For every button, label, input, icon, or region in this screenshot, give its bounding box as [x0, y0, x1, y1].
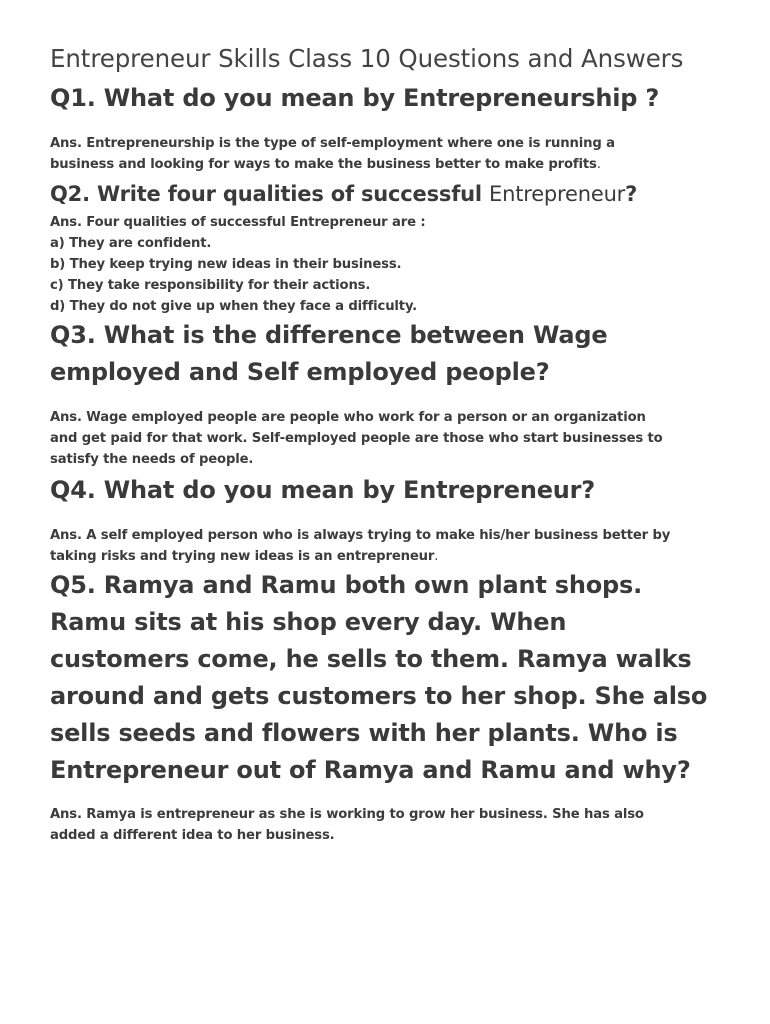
answer-line-text: business and looking for ways to make the business better to make profits — [50, 157, 597, 172]
answer-line: b) They keep trying new ideas in their business. — [50, 257, 402, 272]
question-line: employed and Self employed people? — [50, 358, 550, 386]
answer-line: satisfy the needs of people. — [50, 452, 254, 467]
question-line: around and gets customers to her shop. She also — [50, 682, 708, 710]
question-2 — [50, 179, 740, 209]
answer-line — [50, 546, 740, 567]
question-5 — [50, 567, 740, 789]
answer-1 — [50, 133, 740, 175]
answer-line: Ans. A self employed person who is always trying to make his/her business better by — [50, 528, 671, 543]
answer-line — [50, 154, 740, 175]
answer-line: a) They are confident. — [50, 236, 212, 251]
question-line: sells seeds and flowers with her plants. Who is — [50, 719, 678, 747]
question-2-mark: ? — [625, 182, 638, 206]
question-line: Entrepreneur out of Ramya and Ramu and why? — [50, 756, 691, 784]
answer-line: Ans. Wage employed people are people who work for a person or an organization — [50, 410, 646, 425]
answer-line: added a different idea to her business. — [50, 828, 335, 843]
answer-line: Ans. Entrepreneurship is the type of self-employment where one is running a — [50, 136, 615, 151]
document-title: Entrepreneur Skills Class 10 Questions and Answers — [50, 44, 684, 73]
question-line: Q5. Ramya and Ramu both own plant shops. — [50, 571, 643, 599]
question-3 — [50, 317, 740, 391]
question-4: Q4. What do you mean by Entrepreneur? — [50, 476, 596, 504]
question-1: Q1. What do you mean by Entrepreneurship ? — [50, 84, 660, 112]
answer-line-text: taking risks and trying new ideas is an entrepreneur — [50, 549, 435, 564]
question-line: customers come, he sells to them. Ramya walks — [50, 645, 692, 673]
answer-line-end: . — [596, 157, 601, 172]
answer-line-end: . — [434, 549, 439, 564]
answer-line: c) They take responsibility for their actions. — [50, 278, 371, 293]
question-line: Q3. What is the difference between Wage — [50, 321, 608, 349]
answer-line: d) They do not give up when they face a difficulty. — [50, 299, 418, 314]
question-2-plain: Entrepreneur — [489, 182, 626, 206]
answer-line: Ans. Four qualities of successful Entrepreneur are : — [50, 215, 426, 230]
question-2-bold: Write four qualities of successful — [96, 182, 482, 206]
answer-5 — [50, 804, 740, 846]
answer-2 — [50, 212, 740, 317]
question-line: Ramu sits at his shop every day. When — [50, 608, 567, 636]
answer-line: and get paid for that work. Self-employed people are those who start businesses to — [50, 431, 663, 446]
answer-3 — [50, 407, 740, 470]
question-2-prefix: Q2. — [50, 182, 90, 206]
answer-line: Ans. Ramya is entrepreneur as she is working to grow her business. She has also — [50, 807, 644, 822]
answer-4 — [50, 525, 740, 567]
